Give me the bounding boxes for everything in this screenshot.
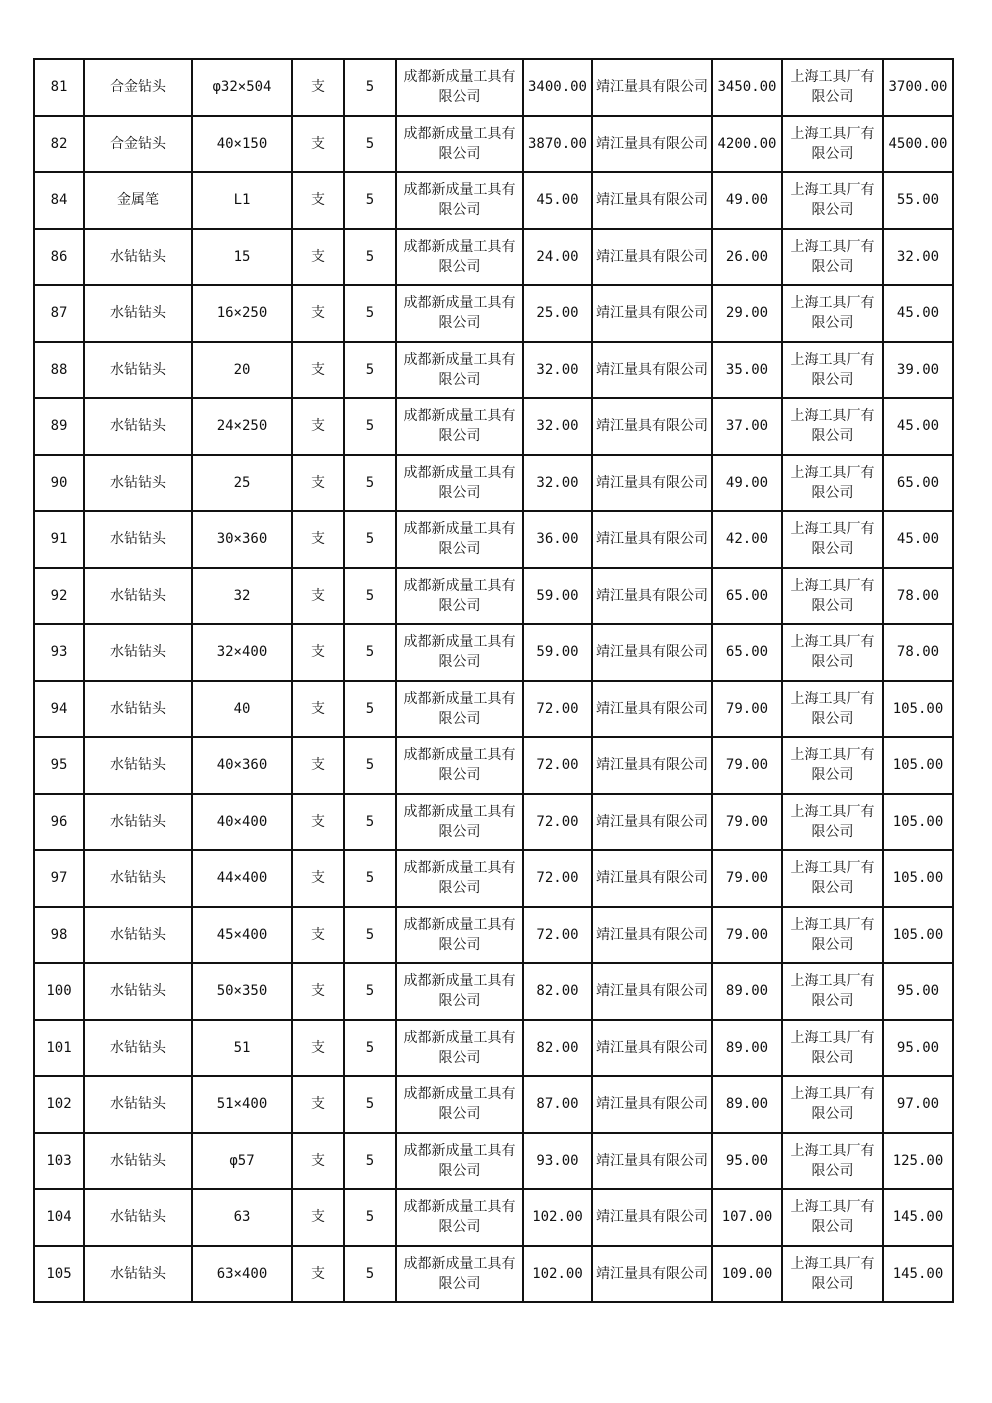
item-number-cell: 103 xyxy=(34,1133,84,1190)
supplier-3-cell: 上海工具厂有限公司 xyxy=(782,681,883,738)
supplier-1-cell: 成都新成量工具有限公司 xyxy=(396,455,523,512)
supplier-1-price-cell: 32.00 xyxy=(523,398,592,455)
item-spec-cell: 15 xyxy=(192,229,292,286)
supplier-1-price-cell: 82.00 xyxy=(523,963,592,1020)
item-unit-cell: 支 xyxy=(292,1133,344,1190)
supplier-2-price-cell: 89.00 xyxy=(712,963,782,1020)
item-number-cell: 96 xyxy=(34,794,84,851)
item-spec-cell: 40×400 xyxy=(192,794,292,851)
supplier-2-price-cell: 65.00 xyxy=(712,568,782,625)
supplier-3-cell: 上海工具厂有限公司 xyxy=(782,116,883,173)
supplier-3-cell: 上海工具厂有限公司 xyxy=(782,59,883,116)
item-name-cell: 水钻钻头 xyxy=(84,850,192,907)
supplier-3-price-cell: 105.00 xyxy=(883,907,953,964)
item-number-cell: 86 xyxy=(34,229,84,286)
item-quantity-cell: 5 xyxy=(344,568,396,625)
supplier-2-cell: 靖江量具有限公司 xyxy=(592,963,712,1020)
item-spec-cell: 51×400 xyxy=(192,1076,292,1133)
supplier-1-price-cell: 24.00 xyxy=(523,229,592,286)
item-number-cell: 90 xyxy=(34,455,84,512)
item-name-cell: 水钻钻头 xyxy=(84,1133,192,1190)
item-number-cell: 87 xyxy=(34,285,84,342)
price-comparison-table xyxy=(33,58,954,1303)
supplier-2-price-cell: 37.00 xyxy=(712,398,782,455)
supplier-3-cell: 上海工具厂有限公司 xyxy=(782,342,883,399)
supplier-3-price-cell: 145.00 xyxy=(883,1189,953,1246)
supplier-2-price-cell: 109.00 xyxy=(712,1246,782,1303)
item-number-cell: 105 xyxy=(34,1246,84,1303)
supplier-3-price-cell: 55.00 xyxy=(883,172,953,229)
table-row xyxy=(34,172,953,229)
item-unit-cell: 支 xyxy=(292,681,344,738)
item-spec-cell: φ32×504 xyxy=(192,59,292,116)
item-spec-cell: 24×250 xyxy=(192,398,292,455)
supplier-1-price-cell: 25.00 xyxy=(523,285,592,342)
supplier-1-cell: 成都新成量工具有限公司 xyxy=(396,398,523,455)
supplier-2-price-cell: 79.00 xyxy=(712,794,782,851)
supplier-2-price-cell: 79.00 xyxy=(712,737,782,794)
item-name-cell: 水钻钻头 xyxy=(84,342,192,399)
table-row xyxy=(34,681,953,738)
supplier-3-cell: 上海工具厂有限公司 xyxy=(782,455,883,512)
supplier-1-price-cell: 36.00 xyxy=(523,511,592,568)
item-number-cell: 81 xyxy=(34,59,84,116)
supplier-2-price-cell: 4200.00 xyxy=(712,116,782,173)
supplier-2-price-cell: 49.00 xyxy=(712,172,782,229)
item-quantity-cell: 5 xyxy=(344,1189,396,1246)
table-row xyxy=(34,511,953,568)
item-quantity-cell: 5 xyxy=(344,794,396,851)
item-spec-cell: 50×350 xyxy=(192,963,292,1020)
item-number-cell: 93 xyxy=(34,624,84,681)
supplier-2-price-cell: 65.00 xyxy=(712,624,782,681)
item-quantity-cell: 5 xyxy=(344,229,396,286)
item-name-cell: 水钻钻头 xyxy=(84,511,192,568)
supplier-1-cell: 成都新成量工具有限公司 xyxy=(396,737,523,794)
item-unit-cell: 支 xyxy=(292,794,344,851)
supplier-1-cell: 成都新成量工具有限公司 xyxy=(396,342,523,399)
supplier-1-cell: 成都新成量工具有限公司 xyxy=(396,172,523,229)
supplier-1-cell: 成都新成量工具有限公司 xyxy=(396,568,523,625)
item-quantity-cell: 5 xyxy=(344,116,396,173)
item-quantity-cell: 5 xyxy=(344,737,396,794)
table-row xyxy=(34,1020,953,1077)
table-row xyxy=(34,850,953,907)
supplier-1-cell: 成都新成量工具有限公司 xyxy=(396,963,523,1020)
supplier-1-price-cell: 32.00 xyxy=(523,342,592,399)
item-name-cell: 水钻钻头 xyxy=(84,737,192,794)
item-number-cell: 101 xyxy=(34,1020,84,1077)
supplier-1-cell: 成都新成量工具有限公司 xyxy=(396,850,523,907)
supplier-2-price-cell: 3450.00 xyxy=(712,59,782,116)
supplier-2-cell: 靖江量具有限公司 xyxy=(592,342,712,399)
supplier-1-cell: 成都新成量工具有限公司 xyxy=(396,681,523,738)
supplier-2-cell: 靖江量具有限公司 xyxy=(592,1020,712,1077)
supplier-2-cell: 靖江量具有限公司 xyxy=(592,681,712,738)
supplier-3-price-cell: 32.00 xyxy=(883,229,953,286)
table-row xyxy=(34,1076,953,1133)
item-name-cell: 水钻钻头 xyxy=(84,624,192,681)
supplier-1-price-cell: 102.00 xyxy=(523,1189,592,1246)
supplier-3-cell: 上海工具厂有限公司 xyxy=(782,511,883,568)
item-spec-cell: 40×360 xyxy=(192,737,292,794)
item-name-cell: 水钻钻头 xyxy=(84,285,192,342)
supplier-1-price-cell: 45.00 xyxy=(523,172,592,229)
item-name-cell: 水钻钻头 xyxy=(84,1246,192,1303)
supplier-2-cell: 靖江量具有限公司 xyxy=(592,511,712,568)
table-row xyxy=(34,907,953,964)
item-quantity-cell: 5 xyxy=(344,342,396,399)
item-unit-cell: 支 xyxy=(292,59,344,116)
supplier-3-cell: 上海工具厂有限公司 xyxy=(782,1189,883,1246)
supplier-3-price-cell: 125.00 xyxy=(883,1133,953,1190)
supplier-2-cell: 靖江量具有限公司 xyxy=(592,1246,712,1303)
item-unit-cell: 支 xyxy=(292,1076,344,1133)
supplier-2-price-cell: 79.00 xyxy=(712,907,782,964)
supplier-3-price-cell: 105.00 xyxy=(883,681,953,738)
supplier-3-cell: 上海工具厂有限公司 xyxy=(782,229,883,286)
item-name-cell: 水钻钻头 xyxy=(84,568,192,625)
supplier-2-cell: 靖江量具有限公司 xyxy=(592,285,712,342)
supplier-2-cell: 靖江量具有限公司 xyxy=(592,850,712,907)
item-name-cell: 水钻钻头 xyxy=(84,1020,192,1077)
item-quantity-cell: 5 xyxy=(344,398,396,455)
item-quantity-cell: 5 xyxy=(344,850,396,907)
supplier-1-cell: 成都新成量工具有限公司 xyxy=(396,1133,523,1190)
item-unit-cell: 支 xyxy=(292,737,344,794)
item-name-cell: 水钻钻头 xyxy=(84,963,192,1020)
supplier-2-cell: 靖江量具有限公司 xyxy=(592,568,712,625)
supplier-3-price-cell: 105.00 xyxy=(883,850,953,907)
supplier-1-cell: 成都新成量工具有限公司 xyxy=(396,907,523,964)
item-spec-cell: 30×360 xyxy=(192,511,292,568)
item-quantity-cell: 5 xyxy=(344,681,396,738)
item-quantity-cell: 5 xyxy=(344,511,396,568)
item-name-cell: 水钻钻头 xyxy=(84,681,192,738)
supplier-1-cell: 成都新成量工具有限公司 xyxy=(396,1246,523,1303)
supplier-3-cell: 上海工具厂有限公司 xyxy=(782,1246,883,1303)
item-spec-cell: φ57 xyxy=(192,1133,292,1190)
supplier-3-price-cell: 45.00 xyxy=(883,511,953,568)
item-name-cell: 水钻钻头 xyxy=(84,455,192,512)
supplier-2-cell: 靖江量具有限公司 xyxy=(592,1076,712,1133)
supplier-2-price-cell: 79.00 xyxy=(712,681,782,738)
item-name-cell: 水钻钻头 xyxy=(84,398,192,455)
table-row xyxy=(34,229,953,286)
item-number-cell: 98 xyxy=(34,907,84,964)
supplier-3-price-cell: 97.00 xyxy=(883,1076,953,1133)
item-unit-cell: 支 xyxy=(292,172,344,229)
supplier-3-price-cell: 39.00 xyxy=(883,342,953,399)
supplier-2-price-cell: 89.00 xyxy=(712,1076,782,1133)
supplier-2-price-cell: 89.00 xyxy=(712,1020,782,1077)
item-number-cell: 82 xyxy=(34,116,84,173)
item-unit-cell: 支 xyxy=(292,850,344,907)
item-spec-cell: 32×400 xyxy=(192,624,292,681)
item-unit-cell: 支 xyxy=(292,963,344,1020)
supplier-2-price-cell: 79.00 xyxy=(712,850,782,907)
item-unit-cell: 支 xyxy=(292,455,344,512)
supplier-1-cell: 成都新成量工具有限公司 xyxy=(396,1189,523,1246)
supplier-1-price-cell: 72.00 xyxy=(523,681,592,738)
supplier-2-cell: 靖江量具有限公司 xyxy=(592,1133,712,1190)
supplier-3-price-cell: 65.00 xyxy=(883,455,953,512)
supplier-3-price-cell: 105.00 xyxy=(883,737,953,794)
item-unit-cell: 支 xyxy=(292,1189,344,1246)
item-number-cell: 91 xyxy=(34,511,84,568)
item-quantity-cell: 5 xyxy=(344,963,396,1020)
item-number-cell: 89 xyxy=(34,398,84,455)
item-unit-cell: 支 xyxy=(292,511,344,568)
supplier-2-price-cell: 107.00 xyxy=(712,1189,782,1246)
item-spec-cell: 40×150 xyxy=(192,116,292,173)
item-quantity-cell: 5 xyxy=(344,59,396,116)
item-unit-cell: 支 xyxy=(292,342,344,399)
supplier-1-price-cell: 72.00 xyxy=(523,737,592,794)
table-row xyxy=(34,963,953,1020)
item-unit-cell: 支 xyxy=(292,624,344,681)
item-name-cell: 合金钻头 xyxy=(84,59,192,116)
supplier-1-price-cell: 102.00 xyxy=(523,1246,592,1303)
item-name-cell: 水钻钻头 xyxy=(84,1189,192,1246)
item-spec-cell: 45×400 xyxy=(192,907,292,964)
supplier-3-cell: 上海工具厂有限公司 xyxy=(782,1133,883,1190)
supplier-3-price-cell: 145.00 xyxy=(883,1246,953,1303)
item-spec-cell: 40 xyxy=(192,681,292,738)
supplier-1-price-cell: 72.00 xyxy=(523,907,592,964)
item-quantity-cell: 5 xyxy=(344,455,396,512)
supplier-2-cell: 靖江量具有限公司 xyxy=(592,398,712,455)
item-unit-cell: 支 xyxy=(292,116,344,173)
supplier-3-price-cell: 95.00 xyxy=(883,963,953,1020)
item-name-cell: 水钻钻头 xyxy=(84,229,192,286)
item-unit-cell: 支 xyxy=(292,1246,344,1303)
item-name-cell: 水钻钻头 xyxy=(84,907,192,964)
supplier-1-price-cell: 87.00 xyxy=(523,1076,592,1133)
supplier-2-cell: 靖江量具有限公司 xyxy=(592,59,712,116)
supplier-1-price-cell: 72.00 xyxy=(523,850,592,907)
supplier-1-cell: 成都新成量工具有限公司 xyxy=(396,624,523,681)
table-row xyxy=(34,1246,953,1303)
item-spec-cell: 51 xyxy=(192,1020,292,1077)
supplier-2-price-cell: 29.00 xyxy=(712,285,782,342)
supplier-3-price-cell: 4500.00 xyxy=(883,116,953,173)
supplier-3-cell: 上海工具厂有限公司 xyxy=(782,398,883,455)
supplier-1-price-cell: 32.00 xyxy=(523,455,592,512)
supplier-1-price-cell: 82.00 xyxy=(523,1020,592,1077)
item-number-cell: 100 xyxy=(34,963,84,1020)
supplier-3-cell: 上海工具厂有限公司 xyxy=(782,285,883,342)
table-row xyxy=(34,398,953,455)
item-unit-cell: 支 xyxy=(292,398,344,455)
item-number-cell: 102 xyxy=(34,1076,84,1133)
supplier-3-price-cell: 3700.00 xyxy=(883,59,953,116)
item-number-cell: 94 xyxy=(34,681,84,738)
supplier-2-cell: 靖江量具有限公司 xyxy=(592,1189,712,1246)
item-quantity-cell: 5 xyxy=(344,1133,396,1190)
supplier-1-cell: 成都新成量工具有限公司 xyxy=(396,229,523,286)
table-row xyxy=(34,455,953,512)
item-spec-cell: 63×400 xyxy=(192,1246,292,1303)
supplier-2-price-cell: 49.00 xyxy=(712,455,782,512)
table-body xyxy=(34,59,953,1302)
supplier-3-cell: 上海工具厂有限公司 xyxy=(782,1020,883,1077)
supplier-2-cell: 靖江量具有限公司 xyxy=(592,229,712,286)
supplier-2-price-cell: 35.00 xyxy=(712,342,782,399)
supplier-3-price-cell: 105.00 xyxy=(883,794,953,851)
supplier-1-cell: 成都新成量工具有限公司 xyxy=(396,511,523,568)
supplier-3-cell: 上海工具厂有限公司 xyxy=(782,172,883,229)
item-number-cell: 92 xyxy=(34,568,84,625)
table-row xyxy=(34,59,953,116)
item-unit-cell: 支 xyxy=(292,229,344,286)
item-name-cell: 金属笔 xyxy=(84,172,192,229)
supplier-3-price-cell: 78.00 xyxy=(883,624,953,681)
supplier-2-cell: 靖江量具有限公司 xyxy=(592,455,712,512)
item-spec-cell: 16×250 xyxy=(192,285,292,342)
item-name-cell: 合金钻头 xyxy=(84,116,192,173)
supplier-2-price-cell: 42.00 xyxy=(712,511,782,568)
supplier-2-cell: 靖江量具有限公司 xyxy=(592,907,712,964)
item-spec-cell: L1 xyxy=(192,172,292,229)
item-unit-cell: 支 xyxy=(292,285,344,342)
item-quantity-cell: 5 xyxy=(344,1020,396,1077)
supplier-3-price-cell: 95.00 xyxy=(883,1020,953,1077)
supplier-2-cell: 靖江量具有限公司 xyxy=(592,624,712,681)
item-number-cell: 95 xyxy=(34,737,84,794)
supplier-1-cell: 成都新成量工具有限公司 xyxy=(396,116,523,173)
item-quantity-cell: 5 xyxy=(344,624,396,681)
item-spec-cell: 63 xyxy=(192,1189,292,1246)
supplier-2-cell: 靖江量具有限公司 xyxy=(592,737,712,794)
supplier-3-cell: 上海工具厂有限公司 xyxy=(782,624,883,681)
supplier-3-cell: 上海工具厂有限公司 xyxy=(782,850,883,907)
item-quantity-cell: 5 xyxy=(344,285,396,342)
supplier-3-cell: 上海工具厂有限公司 xyxy=(782,568,883,625)
table-row xyxy=(34,568,953,625)
supplier-1-price-cell: 3400.00 xyxy=(523,59,592,116)
item-unit-cell: 支 xyxy=(292,568,344,625)
item-quantity-cell: 5 xyxy=(344,1076,396,1133)
supplier-3-cell: 上海工具厂有限公司 xyxy=(782,737,883,794)
item-quantity-cell: 5 xyxy=(344,907,396,964)
table-row xyxy=(34,794,953,851)
supplier-1-price-cell: 59.00 xyxy=(523,568,592,625)
supplier-2-price-cell: 95.00 xyxy=(712,1133,782,1190)
supplier-2-cell: 靖江量具有限公司 xyxy=(592,116,712,173)
item-number-cell: 84 xyxy=(34,172,84,229)
item-spec-cell: 44×400 xyxy=(192,850,292,907)
item-name-cell: 水钻钻头 xyxy=(84,1076,192,1133)
table-row xyxy=(34,116,953,173)
supplier-3-cell: 上海工具厂有限公司 xyxy=(782,794,883,851)
supplier-2-price-cell: 26.00 xyxy=(712,229,782,286)
supplier-1-price-cell: 93.00 xyxy=(523,1133,592,1190)
item-spec-cell: 32 xyxy=(192,568,292,625)
supplier-1-cell: 成都新成量工具有限公司 xyxy=(396,1020,523,1077)
item-unit-cell: 支 xyxy=(292,907,344,964)
table-row xyxy=(34,285,953,342)
item-number-cell: 97 xyxy=(34,850,84,907)
item-number-cell: 88 xyxy=(34,342,84,399)
supplier-3-cell: 上海工具厂有限公司 xyxy=(782,907,883,964)
supplier-1-cell: 成都新成量工具有限公司 xyxy=(396,794,523,851)
item-quantity-cell: 5 xyxy=(344,1246,396,1303)
item-number-cell: 104 xyxy=(34,1189,84,1246)
table-row xyxy=(34,342,953,399)
supplier-3-cell: 上海工具厂有限公司 xyxy=(782,1076,883,1133)
supplier-1-cell: 成都新成量工具有限公司 xyxy=(396,285,523,342)
supplier-1-cell: 成都新成量工具有限公司 xyxy=(396,59,523,116)
table-row xyxy=(34,1189,953,1246)
item-spec-cell: 25 xyxy=(192,455,292,512)
supplier-2-cell: 靖江量具有限公司 xyxy=(592,794,712,851)
item-quantity-cell: 5 xyxy=(344,172,396,229)
table-row xyxy=(34,1133,953,1190)
supplier-1-cell: 成都新成量工具有限公司 xyxy=(396,1076,523,1133)
supplier-2-cell: 靖江量具有限公司 xyxy=(592,172,712,229)
table-row xyxy=(34,737,953,794)
item-spec-cell: 20 xyxy=(192,342,292,399)
item-name-cell: 水钻钻头 xyxy=(84,794,192,851)
supplier-3-price-cell: 45.00 xyxy=(883,398,953,455)
supplier-3-cell: 上海工具厂有限公司 xyxy=(782,963,883,1020)
table-row xyxy=(34,624,953,681)
item-unit-cell: 支 xyxy=(292,1020,344,1077)
supplier-3-price-cell: 78.00 xyxy=(883,568,953,625)
supplier-1-price-cell: 72.00 xyxy=(523,794,592,851)
supplier-3-price-cell: 45.00 xyxy=(883,285,953,342)
supplier-1-price-cell: 59.00 xyxy=(523,624,592,681)
supplier-1-price-cell: 3870.00 xyxy=(523,116,592,173)
